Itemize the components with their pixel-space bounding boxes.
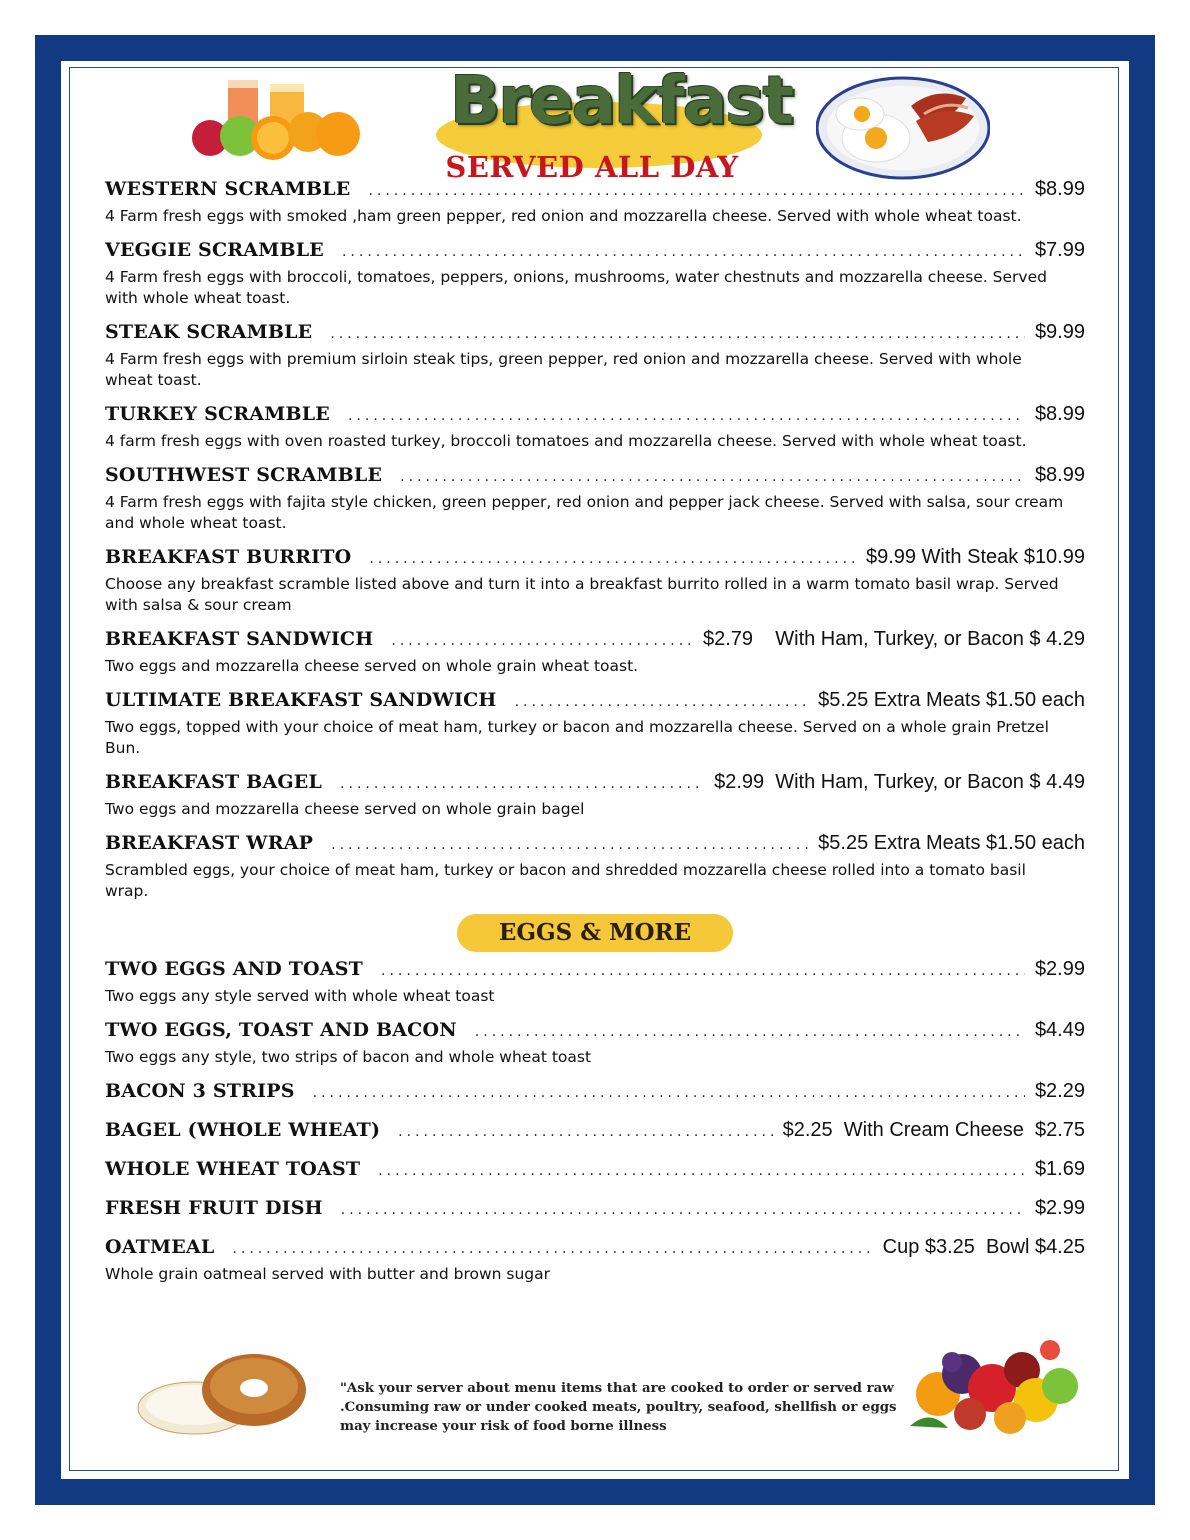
item-price: $1.69 — [1034, 1158, 1085, 1180]
item-row — [105, 321, 1085, 347]
item-price: $9.99 With Steak $10.99 — [865, 546, 1085, 568]
item-price: Cup $3.25 Bowl $4.25 — [882, 1236, 1085, 1258]
item-row — [105, 1197, 1085, 1223]
eggs-item — [105, 1236, 1085, 1285]
item-name: TWO EGGS AND TOAST — [105, 958, 364, 980]
dot-leader — [378, 1163, 1025, 1179]
item-name: BREAKFAST WRAP — [105, 832, 314, 854]
item-name: FRESH FRUIT DISH — [105, 1197, 323, 1219]
eggs-more-heading: EGGS & MORE — [457, 914, 733, 952]
dot-leader — [381, 963, 1025, 979]
eggs-item — [105, 1197, 1085, 1223]
breakfast-item — [105, 464, 1085, 534]
dot-leader — [331, 837, 808, 853]
page-subtitle: SERVED ALL DAY — [445, 150, 739, 184]
breakfast-section — [105, 178, 1085, 902]
item-description: Two eggs any style, two strips of bacon and whole wheat toast — [105, 1048, 592, 1066]
item-price: $2.29 — [1034, 1080, 1085, 1102]
item-description: 4 Farm fresh eggs with smoked ,ham green pepper, red onion and mozzarella cheese. Served with whole wheat toast. — [105, 207, 1022, 225]
bagel-image — [136, 1350, 308, 1436]
page-title: Breakfast — [450, 62, 793, 139]
dot-leader — [400, 469, 1025, 485]
item-price: $2.25 With Cream Cheese $2.75 — [782, 1119, 1085, 1141]
item-description: Two eggs and mozzarella cheese served on whole grain bagel — [105, 800, 585, 818]
item-price: $2.99 — [1034, 958, 1085, 980]
item-price: $5.25 Extra Meats $1.50 each — [818, 832, 1085, 854]
item-name: ULTIMATE BREAKFAST SANDWICH — [105, 689, 497, 711]
item-price: $2.79 With Ham, Turkey, or Bacon $ 4.29 — [702, 628, 1085, 650]
item-price: $8.99 — [1034, 464, 1085, 486]
item-name: TWO EGGS, TOAST AND BACON — [105, 1019, 457, 1041]
dot-leader — [369, 551, 856, 567]
item-row — [105, 464, 1085, 490]
item-row — [105, 958, 1085, 984]
dot-leader — [232, 1241, 872, 1257]
dot-leader — [515, 694, 809, 710]
food-safety-disclaimer: "Ask your server about menu items that are cooked to order or served raw .Consuming raw or under cooked meats, poultry, seafood, shellfish or eggs may increase your risk of food borne illness — [340, 1381, 897, 1434]
item-description: Two eggs and mozzarella cheese served on whole grain wheat toast. — [105, 657, 639, 675]
breakfast-item — [105, 239, 1085, 309]
dot-leader — [368, 183, 1024, 199]
item-name: OATMEAL — [105, 1236, 215, 1258]
dot-leader — [398, 1124, 772, 1140]
item-row — [105, 239, 1085, 265]
item-name: BAGEL (WHOLE WHEAT) — [105, 1119, 381, 1141]
item-name: BREAKFAST BAGEL — [105, 771, 323, 793]
eggs-item — [105, 1080, 1085, 1106]
item-description: Scrambled eggs, your choice of meat ham, turkey or bacon and shredded mozzarella cheese rolled into a tomato basil wrap. — [105, 861, 1026, 900]
item-name: BACON 3 STRIPS — [105, 1080, 295, 1102]
item-name: TURKEY SCRAMBLE — [105, 403, 330, 425]
dot-leader — [342, 244, 1025, 260]
item-row — [105, 1019, 1085, 1045]
item-row — [105, 1158, 1085, 1184]
item-name: BREAKFAST SANDWICH — [105, 628, 374, 650]
item-row — [105, 689, 1085, 715]
item-description: 4 farm fresh eggs with oven roasted turkey, broccoli tomatoes and mozzarella cheese. Served with whole wheat toast. — [105, 432, 1027, 450]
item-description: 4 Farm fresh eggs with fajita style chicken, green pepper, red onion and pepper jack cheese. Served with salsa, sour cream and whole wheat toast. — [105, 493, 1064, 532]
item-price: $5.25 Extra Meats $1.50 each — [818, 689, 1085, 711]
breakfast-item — [105, 403, 1085, 452]
fruit-juice-image — [188, 76, 374, 166]
item-row — [105, 403, 1085, 429]
eggs-more-section — [105, 958, 1085, 1285]
item-name: SOUTHWEST SCRAMBLE — [105, 464, 383, 486]
breakfast-item — [105, 628, 1085, 677]
item-price: $2.99 With Ham, Turkey, or Bacon $ 4.49 — [714, 771, 1085, 793]
item-description: Two eggs any style served with whole wheat toast — [105, 987, 495, 1005]
dot-leader — [313, 1085, 1025, 1101]
breakfast-item — [105, 178, 1085, 227]
breakfast-item — [105, 832, 1085, 902]
item-row — [105, 832, 1085, 858]
item-description: Whole grain oatmeal served with butter and brown sugar — [105, 1265, 550, 1283]
eggs-item — [105, 958, 1085, 1007]
item-name: STEAK SCRAMBLE — [105, 321, 313, 343]
item-price: $7.99 — [1034, 239, 1085, 261]
item-description: Choose any breakfast scramble listed above and turn it into a breakfast burrito rolled in a warm tomato basil wrap. Served with salsa & sour cream — [105, 575, 1059, 614]
dot-leader — [475, 1024, 1025, 1040]
breakfast-item — [105, 321, 1085, 391]
menu-header — [0, 0, 1190, 190]
item-row — [105, 178, 1085, 204]
menu-list — [105, 178, 1085, 1297]
item-price: $8.99 — [1034, 178, 1085, 200]
item-description: Two eggs, topped with your choice of meat ham, turkey or bacon and mozzarella cheese. Served on a whole grain Pretzel Bun. — [105, 718, 1049, 757]
item-row — [105, 1080, 1085, 1106]
item-row — [105, 1119, 1085, 1145]
dot-leader — [348, 408, 1025, 424]
item-price: $2.99 — [1034, 1197, 1085, 1219]
item-row — [105, 1236, 1085, 1262]
item-price: $4.49 — [1034, 1019, 1085, 1041]
item-name: WHOLE WHEAT TOAST — [105, 1158, 361, 1180]
item-name: WESTERN SCRAMBLE — [105, 178, 351, 200]
item-row — [105, 546, 1085, 572]
eggs-item — [105, 1158, 1085, 1184]
item-row — [105, 628, 1085, 654]
item-description: 4 Farm fresh eggs with broccoli, tomatoes, peppers, onions, mushrooms, water chestnuts and mozzarella cheese. Served with whole wheat toast. — [105, 268, 1047, 307]
breakfast-item — [105, 771, 1085, 820]
item-price: $9.99 — [1034, 321, 1085, 343]
eggs-bacon-image — [816, 76, 990, 180]
eggs-item — [105, 1119, 1085, 1145]
dot-leader — [330, 326, 1025, 342]
dot-leader — [391, 633, 693, 649]
item-row — [105, 771, 1085, 797]
dot-leader — [340, 776, 704, 792]
breakfast-item — [105, 689, 1085, 759]
eggs-item — [105, 1019, 1085, 1068]
dot-leader — [341, 1202, 1025, 1218]
breakfast-item — [105, 546, 1085, 616]
fruit-pile-image — [900, 1330, 1086, 1440]
item-name: BREAKFAST BURRITO — [105, 546, 352, 568]
item-description: 4 Farm fresh eggs with premium sirloin steak tips, green pepper, red onion and mozzarella cheese. Served with whole wheat toast. — [105, 350, 1022, 389]
item-price: $8.99 — [1034, 403, 1085, 425]
item-name: VEGGIE SCRAMBLE — [105, 239, 324, 261]
